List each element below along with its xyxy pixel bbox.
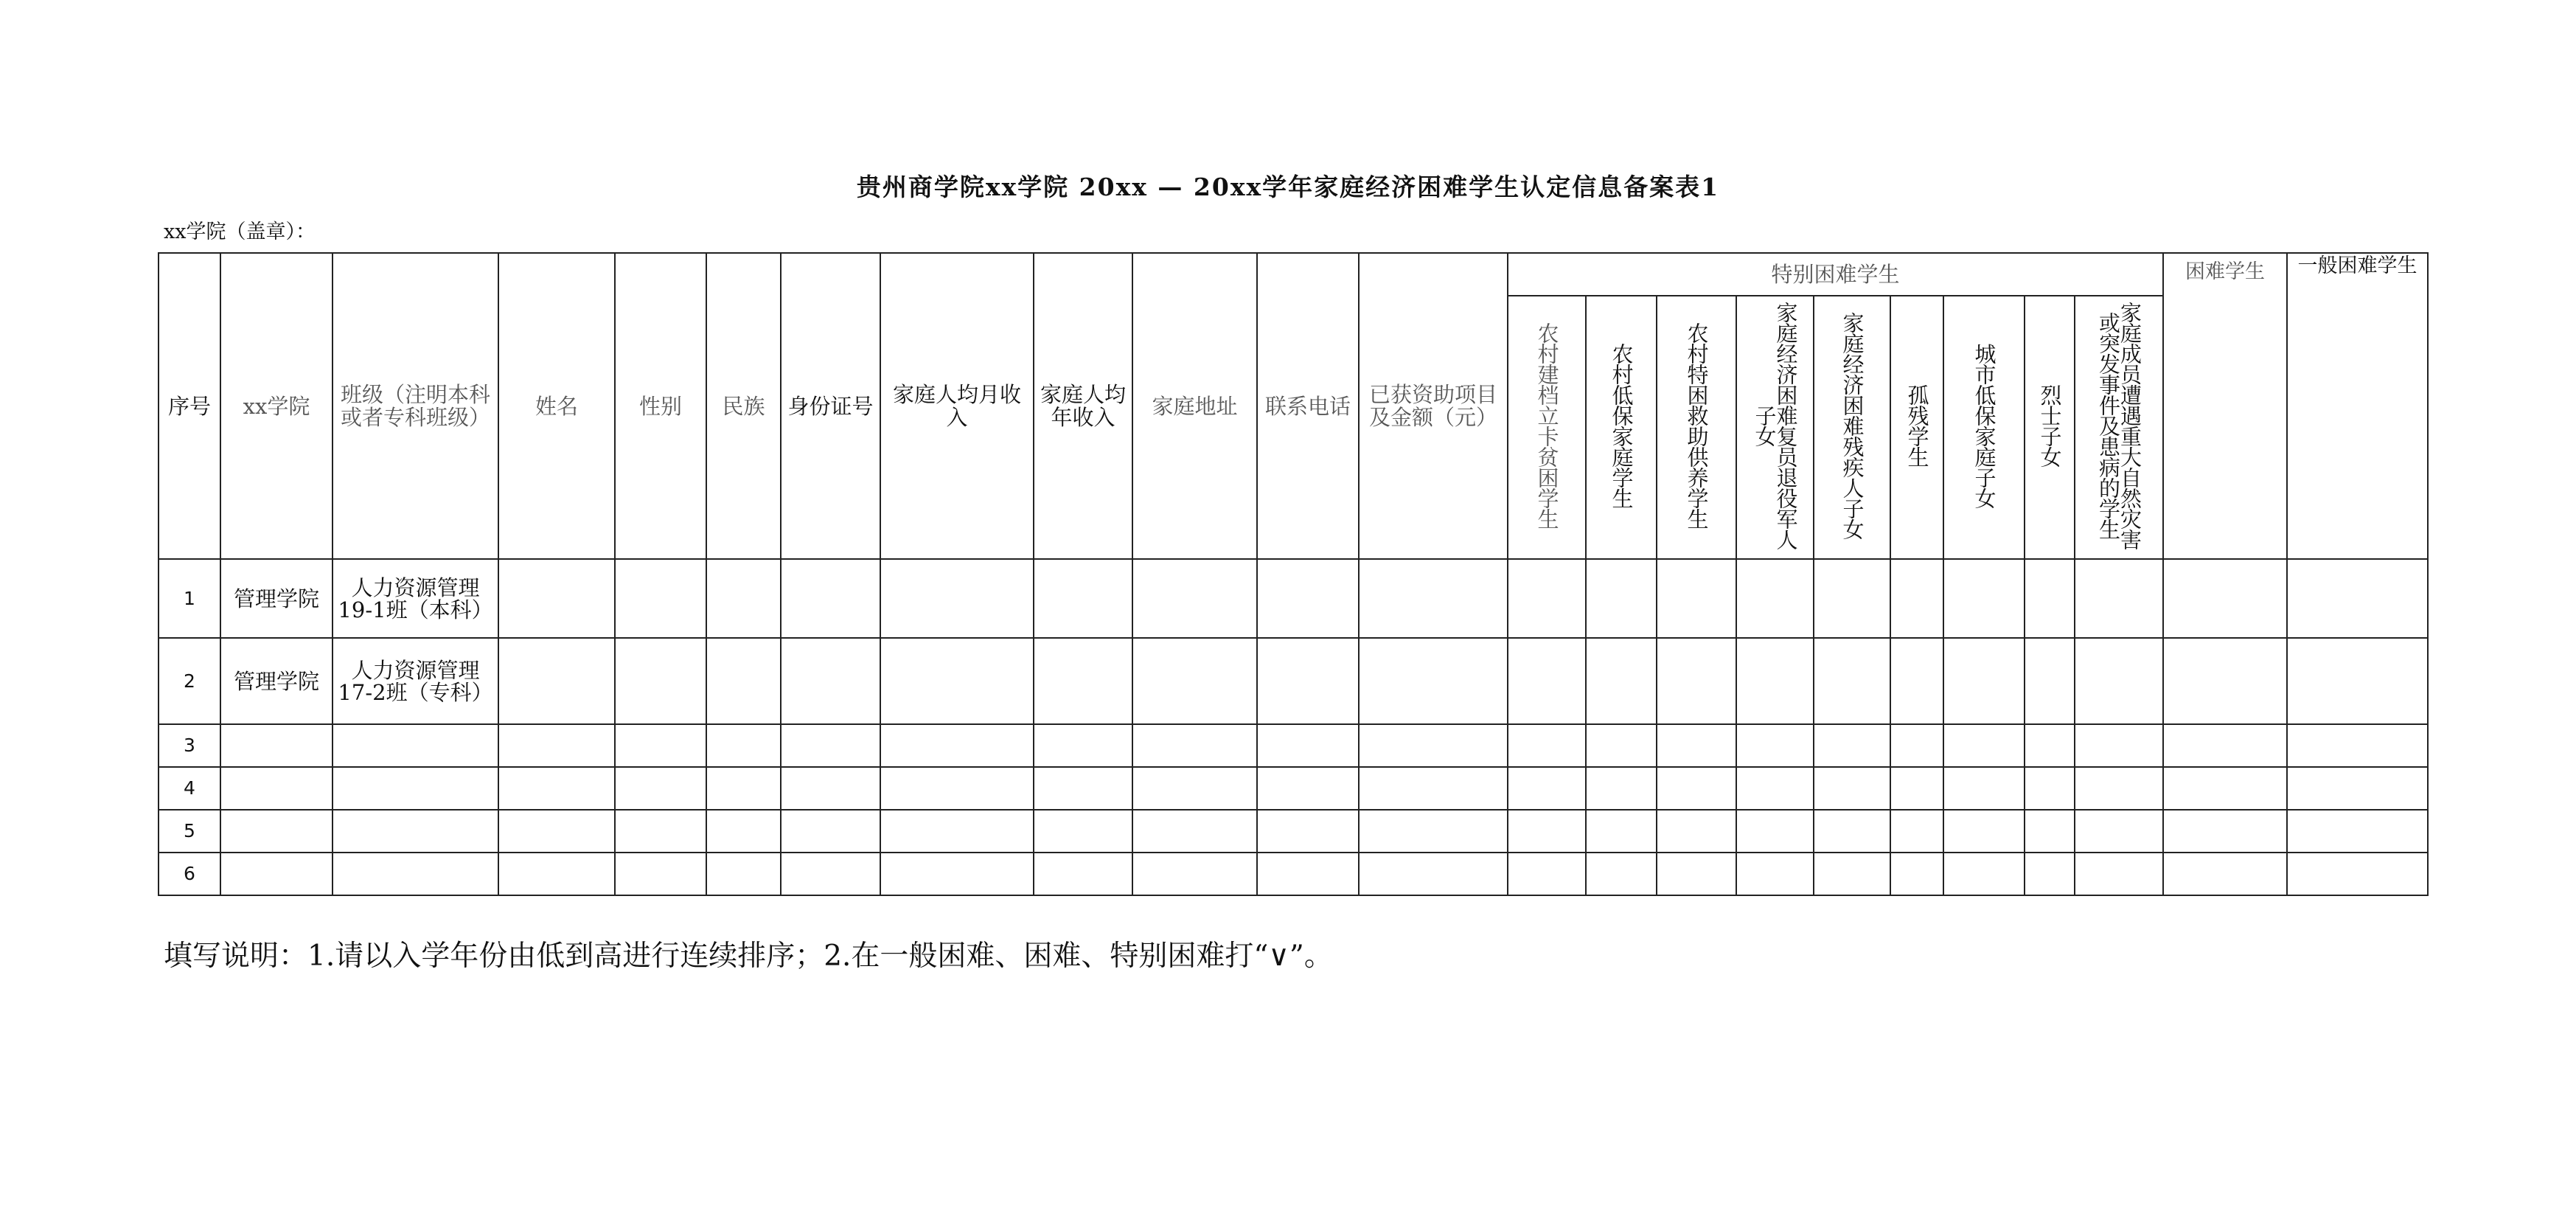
cell-check[interactable] (1814, 767, 1890, 810)
table-row (159, 853, 2428, 895)
cell-address[interactable] (1132, 724, 1257, 767)
cell-check[interactable] (2025, 767, 2075, 810)
cell-check[interactable] (1586, 559, 1657, 638)
cell-check[interactable] (1508, 810, 1586, 853)
cell-phone[interactable] (1257, 767, 1359, 810)
header-college: xx学院 (220, 253, 333, 559)
cell-check[interactable] (1943, 810, 2025, 853)
table-row (159, 559, 2428, 638)
cell-address[interactable] (1132, 559, 1257, 638)
cell-check[interactable] (1943, 559, 2025, 638)
cell-ethnicity[interactable] (706, 810, 781, 853)
header-aid: 已获资助项目及金额（元） (1359, 253, 1508, 559)
header-special-group: 特别困难学生 (1508, 253, 2163, 296)
cell-check[interactable] (1657, 810, 1736, 853)
cell-gender[interactable] (615, 810, 706, 853)
cell-check[interactable] (1657, 724, 1736, 767)
cell-check[interactable] (2075, 724, 2163, 767)
cell-check[interactable] (2163, 638, 2287, 724)
cell-name[interactable] (498, 638, 615, 724)
cell-monthly-income[interactable] (880, 767, 1034, 810)
cell-phone[interactable] (1257, 810, 1359, 853)
cell-check[interactable] (1736, 853, 1814, 895)
cell-id-number[interactable] (781, 767, 880, 810)
cell-annual-income[interactable] (1034, 767, 1132, 810)
cell-gender[interactable] (615, 767, 706, 810)
cell-check[interactable] (2075, 853, 2163, 895)
cell-check[interactable] (2025, 638, 2075, 724)
row-seq: 3 (159, 724, 220, 767)
cell-check[interactable] (1508, 853, 1586, 895)
cell-check[interactable] (1890, 853, 1943, 895)
header-gender: 性别 (615, 253, 706, 559)
row-seq: 4 (159, 767, 220, 810)
cell-check[interactable] (2025, 559, 2075, 638)
header-special-sub-9: 家庭成员遭遇重大自然灾害或突发事件及患病的学生 (2075, 296, 2163, 559)
cell-check[interactable] (1890, 638, 1943, 724)
cell-check[interactable] (1736, 724, 1814, 767)
cell-address[interactable] (1132, 853, 1257, 895)
header-special-sub-6: 孤残学生 (1890, 296, 1943, 559)
cell-check[interactable] (1814, 559, 1890, 638)
cell-check[interactable] (2075, 638, 2163, 724)
filling-instructions: 填写说明：1.请以入学年份由低到高进行连续排序；2.在一般困难、困难、特别困难打“∨”。 (164, 940, 1333, 973)
cell-aid[interactable] (1359, 638, 1508, 724)
cell-annual-income[interactable] (1034, 638, 1132, 724)
cell-id-number[interactable] (781, 810, 880, 853)
cell-ethnicity[interactable] (706, 767, 781, 810)
cell-check[interactable] (2287, 853, 2428, 895)
cell-monthly-income[interactable] (880, 853, 1034, 895)
header-phone: 联系电话 (1257, 253, 1359, 559)
header-special-sub-2: 农村低保家庭学生 (1586, 296, 1657, 559)
row-class[interactable] (333, 810, 498, 853)
cell-check[interactable] (1736, 767, 1814, 810)
header-special-sub-1: 农村建档立卡贫困学生 (1508, 296, 1586, 559)
cell-check[interactable] (1736, 638, 1814, 724)
cell-check[interactable] (1508, 638, 1586, 724)
cell-phone[interactable] (1257, 559, 1359, 638)
cell-annual-income[interactable] (1034, 724, 1132, 767)
cell-check[interactable] (1508, 767, 1586, 810)
cell-phone[interactable] (1257, 724, 1359, 767)
header-special-sub-8: 烈士子女 (2025, 296, 2075, 559)
cell-check[interactable] (2287, 724, 2428, 767)
cell-check[interactable] (2163, 559, 2287, 638)
cell-name[interactable] (498, 767, 615, 810)
cell-name[interactable] (498, 724, 615, 767)
header-special-sub-7: 城市低保家庭子女 (1943, 296, 2025, 559)
table-row (159, 724, 2428, 767)
cell-check[interactable] (2287, 638, 2428, 724)
cell-id-number[interactable] (781, 724, 880, 767)
cell-aid[interactable] (1359, 853, 1508, 895)
cell-monthly-income[interactable] (880, 559, 1034, 638)
row-college: 管理学院 (220, 638, 333, 724)
cell-gender[interactable] (615, 853, 706, 895)
header-monthly-income: 家庭人均月收入 (880, 253, 1034, 559)
cell-check[interactable] (1586, 853, 1657, 895)
cell-check[interactable] (2025, 853, 2075, 895)
cell-check[interactable] (2287, 767, 2428, 810)
row-class[interactable] (333, 853, 498, 895)
cell-check[interactable] (1657, 767, 1736, 810)
cell-aid[interactable] (1359, 767, 1508, 810)
cell-ethnicity[interactable] (706, 724, 781, 767)
cell-check[interactable] (2287, 810, 2428, 853)
header-special-sub-3: 农村特困救助供养学生 (1657, 296, 1736, 559)
cell-check[interactable] (1814, 853, 1890, 895)
cell-check[interactable] (2163, 724, 2287, 767)
cell-aid[interactable] (1359, 724, 1508, 767)
cell-check[interactable] (1814, 638, 1890, 724)
cell-gender[interactable] (615, 724, 706, 767)
row-college[interactable] (220, 853, 333, 895)
cell-name[interactable] (498, 853, 615, 895)
table-row (159, 810, 2428, 853)
cell-ethnicity[interactable] (706, 638, 781, 724)
cell-check[interactable] (1508, 559, 1586, 638)
cell-gender[interactable] (615, 638, 706, 724)
cell-check[interactable] (1814, 810, 1890, 853)
header-annual-income: 家庭人均年收入 (1034, 253, 1132, 559)
row-college[interactable] (220, 724, 333, 767)
cell-check[interactable] (2163, 767, 2287, 810)
row-seq: 2 (159, 638, 220, 724)
cell-check[interactable] (1657, 559, 1736, 638)
cell-address[interactable] (1132, 810, 1257, 853)
row-class[interactable] (333, 767, 498, 810)
cell-check[interactable] (1890, 724, 1943, 767)
row-college[interactable] (220, 767, 333, 810)
table-row (159, 638, 2428, 724)
cell-check[interactable] (1508, 724, 1586, 767)
header-special-sub-4: 家庭经济困难复员退役军人子女 (1736, 296, 1814, 559)
cell-check[interactable] (1657, 853, 1736, 895)
cell-address[interactable] (1132, 638, 1257, 724)
cell-phone[interactable] (1257, 853, 1359, 895)
college-seal-label: xx学院（盖章）： (164, 221, 316, 243)
header-difficult: 困难学生 (2163, 253, 2287, 559)
cell-monthly-income[interactable] (880, 724, 1034, 767)
row-class: 人力资源管理17-2班（专科） (333, 638, 498, 724)
cell-monthly-income[interactable] (880, 810, 1034, 853)
cell-check[interactable] (2075, 767, 2163, 810)
registration-table (158, 252, 2429, 896)
cell-name[interactable] (498, 559, 615, 638)
cell-annual-income[interactable] (1034, 559, 1132, 638)
table-row (159, 767, 2428, 810)
cell-gender[interactable] (615, 559, 706, 638)
cell-ethnicity[interactable] (706, 559, 781, 638)
cell-check[interactable] (1890, 810, 1943, 853)
header-special-sub-5: 家庭经济困难残疾人子女 (1814, 296, 1890, 559)
cell-check[interactable] (1943, 853, 2025, 895)
cell-id-number[interactable] (781, 638, 880, 724)
row-seq: 5 (159, 810, 220, 853)
cell-check[interactable] (1943, 767, 2025, 810)
row-seq: 6 (159, 853, 220, 895)
header-address: 家庭地址 (1132, 253, 1257, 559)
cell-annual-income[interactable] (1034, 810, 1132, 853)
header-general: 一般困难学生 (2287, 253, 2428, 559)
form-title: 贵州商学院xx学院 20xx — 20xx学年家庭经济困难学生认定信息备案表1 (856, 173, 1720, 201)
row-seq: 1 (159, 559, 220, 638)
cell-monthly-income[interactable] (880, 638, 1034, 724)
cell-check[interactable] (2075, 559, 2163, 638)
cell-check[interactable] (2025, 724, 2075, 767)
row-college[interactable] (220, 810, 333, 853)
cell-check[interactable] (1586, 810, 1657, 853)
cell-check[interactable] (1736, 559, 1814, 638)
cell-id-number[interactable] (781, 853, 880, 895)
cell-ethnicity[interactable] (706, 853, 781, 895)
cell-annual-income[interactable] (1034, 853, 1132, 895)
cell-check[interactable] (1586, 724, 1657, 767)
cell-address[interactable] (1132, 767, 1257, 810)
header-id-number: 身份证号 (781, 253, 880, 559)
row-college: 管理学院 (220, 559, 333, 638)
cell-id-number[interactable] (781, 559, 880, 638)
header-name: 姓名 (498, 253, 615, 559)
cell-check[interactable] (1586, 638, 1657, 724)
cell-check[interactable] (2025, 810, 2075, 853)
cell-check[interactable] (1890, 767, 1943, 810)
cell-check[interactable] (1657, 638, 1736, 724)
cell-check[interactable] (2163, 853, 2287, 895)
cell-phone[interactable] (1257, 638, 1359, 724)
cell-aid[interactable] (1359, 559, 1508, 638)
cell-check[interactable] (1736, 810, 1814, 853)
header-class: 班级（注明本科或者专科班级） (333, 253, 498, 559)
row-class[interactable] (333, 724, 498, 767)
cell-aid[interactable] (1359, 810, 1508, 853)
header-ethnicity: 民族 (706, 253, 781, 559)
cell-check[interactable] (1814, 724, 1890, 767)
cell-check[interactable] (1943, 724, 2025, 767)
cell-check[interactable] (1943, 638, 2025, 724)
header-seq: 序号 (159, 253, 220, 559)
cell-check[interactable] (2163, 810, 2287, 853)
row-class: 人力资源管理19-1班（本科） (333, 559, 498, 638)
cell-check[interactable] (2287, 559, 2428, 638)
cell-name[interactable] (498, 810, 615, 853)
cell-check[interactable] (1890, 559, 1943, 638)
cell-check[interactable] (2075, 810, 2163, 853)
cell-check[interactable] (1586, 767, 1657, 810)
